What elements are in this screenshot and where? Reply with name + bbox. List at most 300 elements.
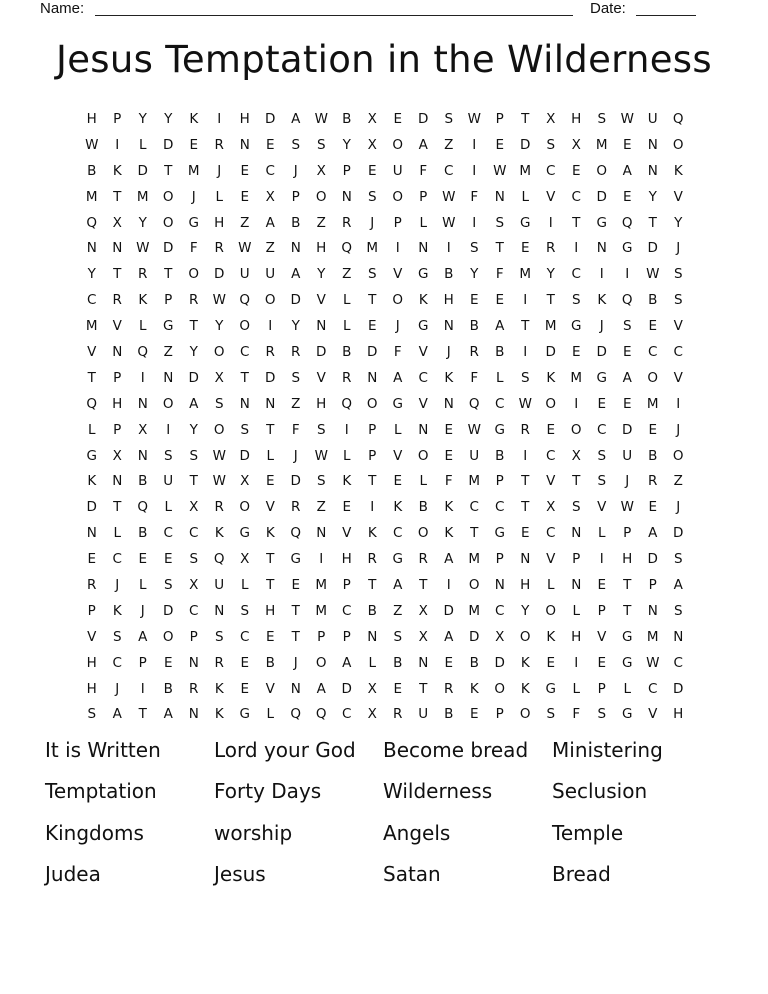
grid-letter[interactable]: P	[393, 214, 402, 231]
grid-letter[interactable]: L	[266, 447, 275, 464]
grid-letter[interactable]: M	[315, 576, 328, 593]
grid-letter[interactable]: T	[521, 499, 530, 516]
grid-letter[interactable]: I	[344, 421, 349, 438]
grid-letter[interactable]: J	[625, 473, 630, 490]
grid-letter[interactable]: S	[87, 706, 97, 723]
grid-letter[interactable]: Z	[673, 473, 683, 490]
grid-letter[interactable]: O	[672, 136, 684, 153]
grid-letter[interactable]: M	[187, 162, 200, 179]
grid-letter[interactable]: W	[646, 654, 660, 671]
grid-letter[interactable]: D	[341, 680, 352, 697]
grid-letter[interactable]: I	[268, 318, 273, 335]
grid-letter[interactable]: R	[444, 680, 454, 697]
grid-letter[interactable]: A	[444, 551, 454, 568]
grid-letter[interactable]: T	[113, 188, 122, 205]
grid-letter[interactable]: P	[597, 602, 606, 619]
name-blank-line[interactable]	[95, 15, 573, 16]
grid-letter[interactable]: C	[469, 499, 479, 516]
grid-letter[interactable]: Y	[291, 318, 300, 335]
grid-letter[interactable]: X	[571, 447, 581, 464]
grid-letter[interactable]: H	[622, 551, 633, 568]
grid-letter[interactable]: G	[418, 318, 429, 335]
grid-letter[interactable]: Z	[342, 266, 352, 283]
grid-letter[interactable]: X	[367, 110, 377, 127]
grid-letter[interactable]: Y	[215, 318, 224, 335]
grid-letter[interactable]: I	[523, 343, 528, 360]
grid-letter[interactable]: W	[212, 292, 226, 309]
grid-letter[interactable]: L	[113, 525, 122, 542]
grid-letter[interactable]: E	[240, 162, 250, 179]
grid-letter[interactable]: T	[521, 318, 530, 335]
grid-letter[interactable]: E	[342, 499, 352, 516]
grid-letter[interactable]: K	[265, 525, 275, 542]
grid-letter[interactable]: B	[367, 602, 377, 619]
grid-letter[interactable]: Z	[240, 214, 250, 231]
grid-letter[interactable]: A	[316, 680, 326, 697]
grid-letter[interactable]: I	[217, 110, 222, 127]
grid-letter[interactable]: Z	[393, 602, 403, 619]
grid-letter[interactable]: O	[417, 525, 429, 542]
grid-letter[interactable]: G	[392, 395, 403, 412]
grid-letter[interactable]: E	[597, 576, 607, 593]
grid-letter[interactable]: T	[572, 214, 581, 231]
grid-letter[interactable]: K	[597, 292, 607, 309]
grid-letter[interactable]: N	[647, 602, 658, 619]
grid-letter[interactable]: B	[342, 343, 352, 360]
grid-letter[interactable]: Q	[468, 395, 480, 412]
grid-letter[interactable]: F	[572, 706, 581, 723]
grid-letter[interactable]: I	[446, 576, 451, 593]
grid-letter[interactable]: N	[137, 447, 148, 464]
grid-letter[interactable]: S	[393, 628, 403, 645]
grid-letter[interactable]: K	[214, 525, 224, 542]
grid-letter[interactable]: O	[162, 395, 174, 412]
grid-letter[interactable]: A	[291, 110, 301, 127]
grid-letter[interactable]: T	[572, 473, 581, 490]
grid-letter[interactable]: R	[189, 292, 199, 309]
grid-letter[interactable]: W	[518, 395, 532, 412]
grid-letter[interactable]: J	[115, 576, 120, 593]
grid-letter[interactable]: Q	[621, 214, 633, 231]
grid-letter[interactable]: I	[574, 240, 579, 257]
grid-letter[interactable]: P	[113, 110, 122, 127]
grid-letter[interactable]: R	[214, 240, 224, 257]
grid-letter[interactable]: I	[140, 369, 145, 386]
grid-letter[interactable]: P	[368, 421, 377, 438]
grid-letter[interactable]: E	[138, 551, 148, 568]
grid-letter[interactable]: B	[418, 499, 428, 516]
grid-letter[interactable]: D	[163, 240, 174, 257]
grid-letter[interactable]: L	[419, 473, 428, 490]
grid-letter[interactable]: J	[676, 421, 681, 438]
grid-letter[interactable]: L	[342, 447, 351, 464]
grid-letter[interactable]: Z	[444, 136, 454, 153]
grid-letter[interactable]: Z	[316, 214, 326, 231]
grid-letter[interactable]: M	[519, 266, 532, 283]
grid-letter[interactable]: Q	[239, 292, 251, 309]
grid-letter[interactable]: S	[240, 602, 250, 619]
grid-letter[interactable]: I	[446, 240, 451, 257]
grid-letter[interactable]: C	[163, 525, 173, 542]
grid-letter[interactable]: X	[189, 576, 199, 593]
grid-letter[interactable]: T	[368, 576, 377, 593]
grid-letter[interactable]: M	[646, 628, 659, 645]
grid-letter[interactable]: K	[214, 680, 224, 697]
date-blank-line[interactable]	[636, 15, 696, 16]
grid-letter[interactable]: G	[494, 525, 505, 542]
grid-letter[interactable]: U	[392, 162, 403, 179]
grid-letter[interactable]: T	[419, 680, 428, 697]
grid-letter[interactable]: M	[85, 188, 98, 205]
grid-letter[interactable]: S	[673, 266, 683, 283]
grid-letter[interactable]: I	[574, 654, 579, 671]
grid-letter[interactable]: V	[418, 343, 428, 360]
grid-letter[interactable]: S	[571, 292, 581, 309]
grid-letter[interactable]: K	[112, 602, 122, 619]
grid-letter[interactable]: X	[112, 447, 122, 464]
grid-letter[interactable]: C	[597, 421, 607, 438]
grid-letter[interactable]: T	[470, 525, 479, 542]
grid-letter[interactable]: C	[648, 343, 658, 360]
grid-letter[interactable]: H	[86, 110, 97, 127]
grid-letter[interactable]: K	[393, 499, 403, 516]
grid-letter[interactable]: O	[162, 628, 174, 645]
grid-letter[interactable]: T	[189, 318, 198, 335]
grid-letter[interactable]: N	[673, 628, 684, 645]
grid-letter[interactable]: E	[546, 654, 556, 671]
grid-letter[interactable]: S	[673, 292, 683, 309]
grid-letter[interactable]: D	[673, 680, 684, 697]
grid-letter[interactable]: N	[494, 576, 505, 593]
grid-letter[interactable]: O	[239, 318, 251, 335]
grid-letter[interactable]: J	[217, 162, 222, 179]
grid-letter[interactable]: F	[291, 421, 300, 438]
grid-letter[interactable]: A	[291, 266, 301, 283]
grid-letter[interactable]: W	[646, 266, 660, 283]
grid-letter[interactable]: P	[342, 628, 351, 645]
grid-letter[interactable]: R	[112, 292, 122, 309]
grid-letter[interactable]: M	[468, 473, 481, 490]
grid-letter[interactable]: E	[648, 421, 658, 438]
grid-letter[interactable]: C	[265, 162, 275, 179]
grid-letter[interactable]: T	[240, 369, 249, 386]
grid-letter[interactable]: B	[648, 292, 658, 309]
grid-letter[interactable]: Q	[213, 551, 225, 568]
grid-letter[interactable]: C	[546, 447, 556, 464]
grid-letter[interactable]: I	[548, 214, 553, 231]
grid-letter[interactable]: I	[625, 266, 630, 283]
grid-letter[interactable]: O	[392, 292, 404, 309]
grid-letter[interactable]: C	[673, 343, 683, 360]
grid-letter[interactable]: I	[472, 214, 477, 231]
grid-letter[interactable]: N	[290, 680, 301, 697]
grid-letter[interactable]: X	[240, 551, 250, 568]
grid-letter[interactable]: L	[368, 654, 377, 671]
grid-letter[interactable]: R	[189, 680, 199, 697]
grid-letter[interactable]: F	[495, 266, 504, 283]
grid-letter[interactable]: Y	[164, 110, 173, 127]
grid-letter[interactable]: B	[138, 473, 148, 490]
grid-letter[interactable]: Q	[86, 214, 98, 231]
grid-letter[interactable]: R	[138, 266, 148, 283]
grid-letter[interactable]: C	[342, 706, 352, 723]
grid-letter[interactable]: W	[212, 473, 226, 490]
grid-letter[interactable]: N	[443, 318, 454, 335]
grid-letter[interactable]: N	[596, 240, 607, 257]
grid-letter[interactable]: H	[112, 395, 123, 412]
grid-letter[interactable]: L	[393, 421, 402, 438]
grid-letter[interactable]: C	[87, 292, 97, 309]
grid-letter[interactable]: O	[264, 292, 276, 309]
grid-letter[interactable]: R	[214, 136, 224, 153]
grid-letter[interactable]: J	[676, 499, 681, 516]
grid-letter[interactable]: B	[444, 706, 454, 723]
grid-letter[interactable]: Q	[341, 395, 353, 412]
grid-letter[interactable]: R	[291, 499, 301, 516]
grid-letter[interactable]: N	[112, 473, 123, 490]
grid-letter[interactable]: L	[419, 214, 428, 231]
grid-letter[interactable]: N	[163, 369, 174, 386]
grid-letter[interactable]: E	[597, 395, 607, 412]
grid-letter[interactable]: R	[342, 369, 352, 386]
grid-letter[interactable]: O	[213, 421, 225, 438]
grid-letter[interactable]: E	[546, 421, 556, 438]
grid-letter[interactable]: N	[265, 395, 276, 412]
grid-letter[interactable]: L	[623, 680, 632, 697]
grid-letter[interactable]: M	[646, 395, 659, 412]
grid-letter[interactable]: W	[314, 447, 328, 464]
grid-letter[interactable]: A	[648, 525, 658, 542]
grid-letter[interactable]: G	[239, 525, 250, 542]
grid-letter[interactable]: Q	[137, 343, 149, 360]
grid-letter[interactable]: J	[676, 240, 681, 257]
grid-letter[interactable]: H	[86, 680, 97, 697]
grid-letter[interactable]: B	[163, 680, 173, 697]
grid-letter[interactable]: M	[315, 602, 328, 619]
grid-letter[interactable]: I	[472, 162, 477, 179]
grid-letter[interactable]: B	[469, 318, 479, 335]
grid-letter[interactable]: G	[622, 628, 633, 645]
grid-letter[interactable]: R	[520, 421, 530, 438]
grid-letter[interactable]: R	[291, 343, 301, 360]
grid-letter[interactable]: C	[673, 654, 683, 671]
grid-letter[interactable]: A	[444, 628, 454, 645]
grid-letter[interactable]: C	[495, 602, 505, 619]
grid-letter[interactable]: X	[571, 136, 581, 153]
grid-letter[interactable]: T	[291, 628, 300, 645]
grid-letter[interactable]: S	[597, 706, 607, 723]
grid-letter[interactable]: K	[138, 292, 148, 309]
grid-letter[interactable]: Q	[137, 499, 149, 516]
grid-letter[interactable]: E	[240, 654, 250, 671]
grid-letter[interactable]: O	[519, 706, 531, 723]
grid-letter[interactable]: P	[189, 628, 198, 645]
grid-letter[interactable]: W	[314, 110, 328, 127]
grid-letter[interactable]: A	[189, 395, 199, 412]
grid-letter[interactable]: I	[523, 292, 528, 309]
grid-letter[interactable]: V	[112, 318, 122, 335]
grid-letter[interactable]: B	[87, 162, 97, 179]
grid-letter[interactable]: C	[444, 162, 454, 179]
grid-letter[interactable]: W	[620, 499, 634, 516]
grid-letter[interactable]: S	[546, 706, 556, 723]
grid-letter[interactable]: X	[418, 628, 428, 645]
grid-letter[interactable]: F	[444, 473, 453, 490]
grid-letter[interactable]: L	[138, 318, 147, 335]
grid-letter[interactable]: G	[418, 266, 429, 283]
grid-letter[interactable]: C	[571, 188, 581, 205]
grid-letter[interactable]: J	[446, 343, 451, 360]
grid-letter[interactable]: J	[599, 318, 604, 335]
grid-letter[interactable]: X	[367, 706, 377, 723]
grid-letter[interactable]: E	[495, 292, 505, 309]
grid-letter[interactable]: E	[622, 188, 632, 205]
grid-letter[interactable]: L	[138, 136, 147, 153]
grid-letter[interactable]: T	[138, 706, 147, 723]
grid-letter[interactable]: K	[214, 706, 224, 723]
grid-letter[interactable]: D	[673, 525, 684, 542]
grid-letter[interactable]: S	[163, 447, 173, 464]
grid-letter[interactable]: W	[442, 188, 456, 205]
grid-letter[interactable]: J	[115, 680, 120, 697]
grid-letter[interactable]: R	[418, 551, 428, 568]
grid-letter[interactable]: E	[648, 499, 658, 516]
grid-letter[interactable]: E	[189, 136, 199, 153]
grid-letter[interactable]: L	[164, 499, 173, 516]
grid-letter[interactable]: E	[265, 473, 275, 490]
grid-letter[interactable]: I	[599, 551, 604, 568]
grid-letter[interactable]: X	[546, 110, 556, 127]
grid-letter[interactable]: A	[393, 576, 403, 593]
grid-letter[interactable]: M	[544, 318, 557, 335]
grid-letter[interactable]: H	[673, 706, 684, 723]
grid-letter[interactable]: L	[572, 602, 581, 619]
grid-letter[interactable]: N	[112, 240, 123, 257]
grid-letter[interactable]: A	[163, 706, 173, 723]
grid-letter[interactable]: W	[212, 447, 226, 464]
grid-letter[interactable]: D	[494, 654, 505, 671]
grid-letter[interactable]: P	[623, 525, 632, 542]
grid-letter[interactable]: G	[163, 318, 174, 335]
grid-letter[interactable]: M	[570, 369, 583, 386]
grid-letter[interactable]: O	[162, 188, 174, 205]
grid-letter[interactable]: W	[238, 240, 252, 257]
grid-letter[interactable]: O	[545, 395, 557, 412]
grid-letter[interactable]: S	[546, 136, 556, 153]
grid-letter[interactable]: S	[189, 551, 199, 568]
grid-letter[interactable]: C	[240, 343, 250, 360]
grid-letter[interactable]: G	[392, 551, 403, 568]
grid-letter[interactable]: C	[571, 266, 581, 283]
grid-letter[interactable]: T	[291, 602, 300, 619]
grid-letter[interactable]: K	[546, 628, 556, 645]
grid-letter[interactable]: T	[419, 576, 428, 593]
grid-letter[interactable]: J	[293, 447, 298, 464]
grid-letter[interactable]: K	[546, 369, 556, 386]
grid-letter[interactable]: J	[293, 162, 298, 179]
grid-letter[interactable]: V	[393, 447, 403, 464]
grid-letter[interactable]: V	[316, 369, 326, 386]
grid-letter[interactable]: G	[596, 214, 607, 231]
grid-letter[interactable]: C	[546, 162, 556, 179]
grid-letter[interactable]: P	[495, 473, 504, 490]
grid-letter[interactable]: R	[214, 499, 224, 516]
grid-letter[interactable]: Y	[138, 214, 147, 231]
grid-letter[interactable]: G	[494, 421, 505, 438]
grid-letter[interactable]: Y	[87, 266, 96, 283]
grid-letter[interactable]: C	[418, 369, 428, 386]
grid-letter[interactable]: F	[419, 162, 428, 179]
grid-letter[interactable]: N	[418, 240, 429, 257]
grid-letter[interactable]: U	[239, 266, 250, 283]
grid-letter[interactable]: G	[622, 654, 633, 671]
grid-letter[interactable]: N	[341, 188, 352, 205]
grid-letter[interactable]: G	[86, 447, 97, 464]
grid-letter[interactable]: A	[673, 576, 683, 593]
grid-letter[interactable]: L	[215, 188, 224, 205]
grid-letter[interactable]: P	[342, 162, 351, 179]
grid-letter[interactable]: U	[214, 576, 225, 593]
grid-letter[interactable]: Y	[189, 343, 198, 360]
grid-letter[interactable]: I	[370, 499, 375, 516]
grid-letter[interactable]: S	[214, 628, 224, 645]
grid-letter[interactable]: V	[546, 188, 556, 205]
grid-letter[interactable]: O	[519, 628, 531, 645]
grid-letter[interactable]: U	[647, 110, 658, 127]
grid-letter[interactable]: S	[291, 136, 301, 153]
grid-letter[interactable]: E	[571, 343, 581, 360]
grid-letter[interactable]: V	[87, 628, 97, 645]
grid-letter[interactable]: V	[546, 551, 556, 568]
grid-letter[interactable]: T	[113, 266, 122, 283]
grid-letter[interactable]: E	[240, 188, 250, 205]
grid-letter[interactable]: P	[495, 551, 504, 568]
grid-letter[interactable]: B	[291, 214, 301, 231]
grid-letter[interactable]: N	[571, 576, 582, 593]
grid-letter[interactable]: C	[648, 680, 658, 697]
grid-letter[interactable]: A	[265, 214, 275, 231]
grid-letter[interactable]: J	[395, 318, 400, 335]
grid-letter[interactable]: B	[469, 654, 479, 671]
grid-letter[interactable]: D	[443, 602, 454, 619]
grid-letter[interactable]: A	[342, 654, 352, 671]
grid-letter[interactable]: K	[469, 680, 479, 697]
grid-letter[interactable]: L	[521, 188, 530, 205]
grid-letter[interactable]: L	[597, 525, 606, 542]
grid-letter[interactable]: K	[444, 369, 454, 386]
grid-letter[interactable]: W	[467, 110, 481, 127]
grid-letter[interactable]: K	[444, 499, 454, 516]
grid-letter[interactable]: L	[546, 576, 555, 593]
grid-letter[interactable]: S	[189, 447, 199, 464]
grid-letter[interactable]: B	[495, 343, 505, 360]
grid-letter[interactable]: G	[239, 706, 250, 723]
grid-letter[interactable]: S	[214, 395, 224, 412]
grid-letter[interactable]: D	[86, 499, 97, 516]
grid-letter[interactable]: E	[163, 654, 173, 671]
grid-letter[interactable]: M	[468, 602, 481, 619]
grid-letter[interactable]: J	[293, 654, 298, 671]
grid-letter[interactable]: D	[137, 162, 148, 179]
grid-letter[interactable]: D	[290, 473, 301, 490]
grid-letter[interactable]: Z	[291, 395, 301, 412]
grid-letter[interactable]: T	[495, 240, 504, 257]
grid-letter[interactable]: N	[137, 395, 148, 412]
grid-letter[interactable]: V	[342, 525, 352, 542]
grid-letter[interactable]: I	[319, 551, 324, 568]
grid-letter[interactable]: D	[239, 447, 250, 464]
grid-letter[interactable]: Y	[470, 266, 479, 283]
